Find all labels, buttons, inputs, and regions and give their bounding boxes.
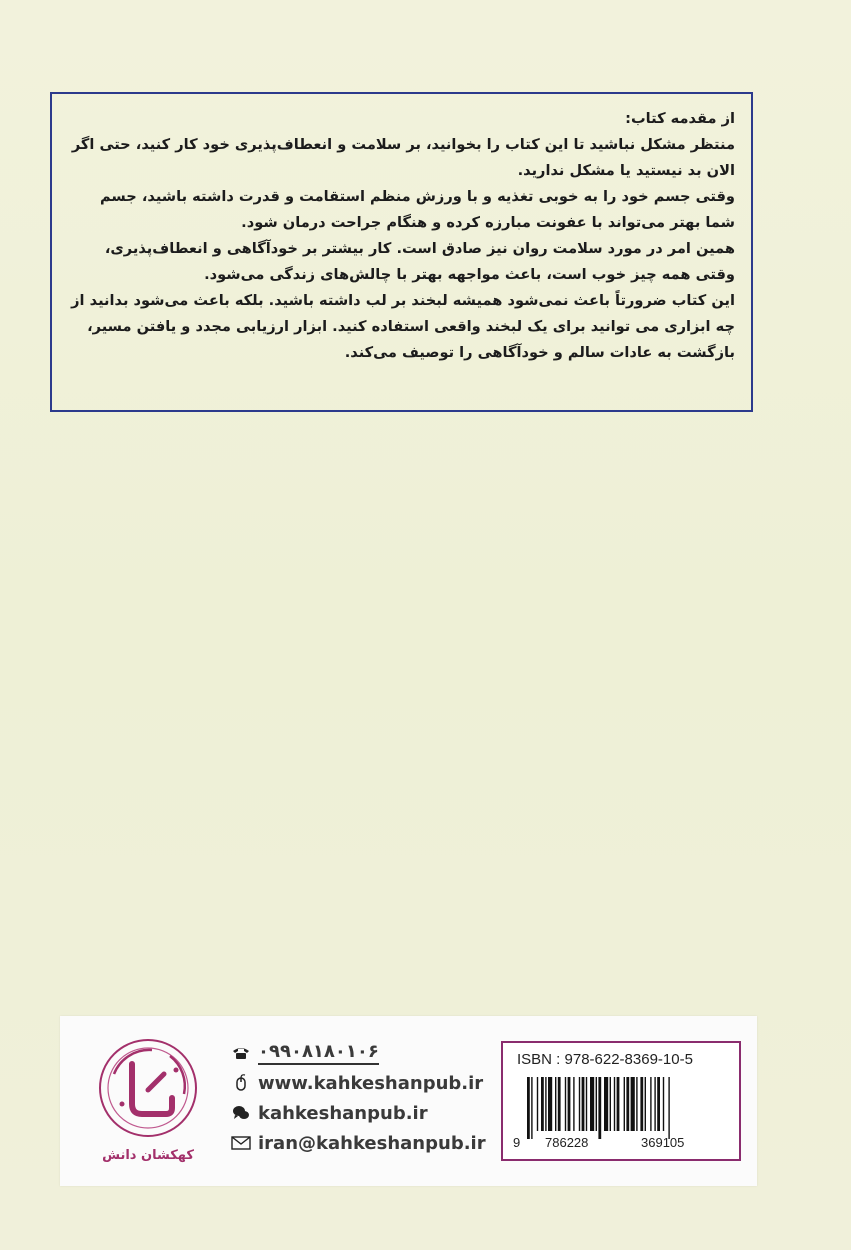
- publisher-logo: [92, 1034, 204, 1166]
- barcode-bar: [541, 1077, 544, 1131]
- barcode-bar: [545, 1077, 546, 1131]
- barcode-bar: [596, 1077, 597, 1131]
- barcode-bar: [548, 1077, 552, 1131]
- intro-excerpt-box: [50, 92, 753, 412]
- barcode-bar: [640, 1077, 643, 1131]
- isbn-box: [501, 1041, 741, 1161]
- contact-phone: [230, 1038, 505, 1068]
- barcode-bar: [668, 1077, 669, 1139]
- contact-list: [230, 1038, 505, 1158]
- barcode-bar: [636, 1077, 637, 1131]
- barcode-left-digits: 786228: [545, 1135, 589, 1150]
- barcode-bar: [663, 1077, 664, 1131]
- publisher-logo-icon: [92, 1034, 204, 1146]
- barcode-bar: [657, 1077, 660, 1131]
- barcode-bar: [579, 1077, 580, 1131]
- barcode-bar: [531, 1077, 532, 1139]
- website-link[interactable]: www.kahkeshanpub.ir: [258, 1072, 484, 1094]
- barcode-bar: [631, 1077, 635, 1131]
- barcode-bar: [590, 1077, 594, 1131]
- barcode-bar: [558, 1077, 561, 1131]
- barcode-bar: [626, 1077, 629, 1131]
- social-handle[interactable]: kahkeshanpub.ir: [258, 1102, 428, 1124]
- contact-email: [230, 1128, 505, 1158]
- barcode-bar: [624, 1077, 625, 1131]
- intro-paragraph: این کتاب ضرورتاً باعث نمی‌شود همیشه لبخند بر لب داشته باشید. بلکه باعث می‌شود بدانید از چه ابزاری می توانید برای یک لبخند واقعی استفاده کنید. ابزار ارزیابی مجدد و یافتن مسیر، بازگشت به عادات سالم و خودآگاهی را توصیف می‌کند.: [71, 292, 735, 361]
- barcode-bar: [650, 1077, 651, 1131]
- barcode-bar: [586, 1077, 587, 1131]
- barcode-bar: [645, 1077, 646, 1131]
- barcode-bar: [568, 1077, 571, 1131]
- mouse-icon: [230, 1074, 252, 1092]
- barcode-bar: [614, 1077, 615, 1131]
- intro-paragraph: وقتی جسم خود را به خوبی تغذیه و با ورزش منظم استقامت و قدرت داشته باشید، جسم شما بهتر می‌تواند با عفونت مبارزه کرده و هنگام جراحت درمان شود.: [99, 188, 735, 231]
- barcode-bar: [537, 1077, 538, 1131]
- intro-heading: از مقدمه کتاب:: [625, 110, 735, 127]
- intro-paragraph: منتظر مشکل نباشید تا این کتاب را بخوانید، بر سلامت و انعطاف‌پذیری خود کار کنید، حتی اگر الان بد نیستید یا مشکل ندارید.: [71, 136, 735, 179]
- barcode-bar: [604, 1077, 608, 1131]
- chat-icon: [230, 1104, 252, 1122]
- phone-icon: [230, 1044, 252, 1062]
- publisher-name: کهکشان دانش: [102, 1148, 194, 1163]
- intro-paragraph: همین امر در مورد سلامت روان نیز صادق است. کار بیشتر بر خودآگاهی و انعطاف‌پذیری، وقتی همه چیز خوب است، باعث مواجهه بهتر با چالش‌های زندگی می‌شود.: [104, 240, 735, 283]
- barcode-bar: [573, 1077, 574, 1131]
- barcode-bar: [610, 1077, 611, 1131]
- isbn-label: ISBN : 978-622-8369-10-5: [517, 1051, 693, 1068]
- barcode-bar: [598, 1077, 601, 1139]
- envelope-icon: [230, 1134, 252, 1152]
- email-link[interactable]: iran@kahkeshanpub.ir: [258, 1132, 486, 1154]
- barcode: [527, 1077, 723, 1139]
- barcode-bar: [617, 1077, 620, 1131]
- barcode-right-digits: 369105: [641, 1135, 685, 1150]
- barcode-bar: [654, 1077, 655, 1131]
- barcode-bar: [565, 1077, 566, 1131]
- barcode-bar: [555, 1077, 556, 1131]
- barcode-lead-digit: 9: [513, 1135, 521, 1150]
- contact-website: [230, 1068, 505, 1098]
- barcode-bar: [527, 1077, 530, 1139]
- barcode-bar: [582, 1077, 585, 1131]
- phone-number[interactable]: ۰۹۹۰۸۱۸۰۱۰۶: [258, 1041, 379, 1065]
- contact-social: [230, 1098, 505, 1128]
- publisher-info-panel: [60, 1016, 757, 1186]
